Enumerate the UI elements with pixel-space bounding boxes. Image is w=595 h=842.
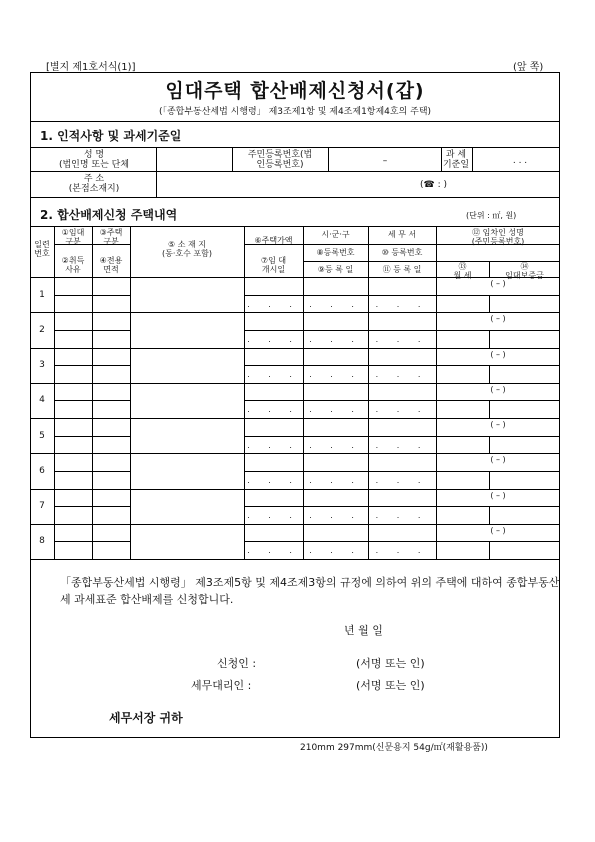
col-taxoffice-regno-header: ⑩ 등록번호 (381, 248, 423, 257)
row-number: 8 (39, 536, 45, 547)
rule (54, 400, 130, 401)
lease-start-dots[interactable]: . . . (247, 511, 300, 521)
col-acquire-reason-header: ②취득 사유 (61, 256, 85, 274)
rule (30, 559, 560, 560)
lease-start-dots[interactable]: . . . (247, 475, 300, 485)
rule (244, 471, 560, 472)
col-lease-type-header: ①임대 구분 (61, 228, 85, 246)
rule (30, 197, 560, 198)
sigungu-date-dots[interactable]: . . . (309, 299, 362, 309)
rule (30, 147, 560, 148)
lease-start-dots[interactable]: . . . (247, 334, 300, 344)
taxoffice-date-dots[interactable]: . . . (375, 475, 429, 485)
col-deposit-header: ⑭ 임대보증금 (505, 262, 544, 280)
page-subtitle: (「종합부동산세법 시행령」 제3조제1항 및 제4조제1항제4호의 주택) (158, 107, 432, 117)
phone-field[interactable]: (☎ : ) (420, 180, 447, 190)
form-id: [별지 제1호서식(1)] (46, 62, 136, 73)
lease-start-dots[interactable]: . . . (247, 440, 300, 450)
agent-sign[interactable]: (서명 또는 인) (356, 679, 425, 692)
rule (30, 524, 560, 525)
rule (54, 365, 130, 366)
rule (30, 226, 560, 227)
rule (54, 295, 130, 296)
taxoffice-date-dots[interactable]: . . . (375, 511, 429, 521)
lease-start-dots[interactable]: . . . (247, 546, 300, 556)
row-number: 2 (39, 324, 45, 335)
rule (30, 348, 560, 349)
rule (244, 541, 560, 542)
row-number: 4 (39, 395, 45, 406)
sigungu-date-dots[interactable]: . . . (309, 440, 362, 450)
reg-value[interactable]: – (382, 156, 388, 166)
col-sigungu-header: 시·군·구 (321, 230, 350, 239)
rule (232, 147, 233, 171)
rule (472, 147, 473, 171)
tenant-id-field[interactable]: ( – ) (490, 490, 506, 500)
rule (489, 436, 490, 454)
col-sigungu-regdate-header: ⑨등 록 일 (317, 265, 354, 274)
rule (54, 506, 130, 507)
tenant-id-field[interactable]: ( – ) (490, 525, 506, 535)
rule (244, 506, 560, 507)
row-number: 1 (39, 289, 45, 300)
taxoffice-date-dots[interactable]: . . . (375, 546, 429, 556)
sigungu-date-dots[interactable]: . . . (309, 370, 362, 380)
rule (30, 121, 560, 122)
rule (244, 330, 560, 331)
lease-start-dots[interactable]: . . . (247, 405, 300, 415)
rule (489, 295, 490, 313)
rule (244, 295, 560, 296)
rule (244, 226, 245, 559)
rule (30, 489, 560, 490)
col-lease-start-header: ⑦임 대 개시일 (260, 256, 287, 274)
tenant-id-field[interactable]: ( – ) (490, 279, 506, 288)
taxoffice-date-dots[interactable]: . . . (375, 440, 429, 450)
rule (489, 365, 490, 383)
col-tenant-header: ⑫ 임차인 성명 (주민등록번호) (471, 228, 525, 246)
row-number: 3 (39, 360, 45, 371)
paper-spec: 210mm 297mm(신문용지 54g/㎡(재활용품)) (300, 743, 488, 753)
sigungu-date-dots[interactable]: . . . (309, 334, 362, 344)
tenant-id-field[interactable]: ( – ) (490, 455, 506, 465)
row-number: 6 (39, 465, 45, 476)
unit-label: (단위 : ㎡, 원) (466, 211, 517, 220)
taxoffice-date-dots[interactable]: . . . (375, 334, 429, 344)
tenant-id-field[interactable]: ( – ) (490, 314, 506, 324)
section2-heading: 2. 합산배제신청 주택내역 (40, 208, 178, 222)
row-number: 7 (39, 501, 45, 512)
sigungu-date-dots[interactable]: . . . (309, 405, 362, 415)
sigungu-date-dots[interactable]: . . . (309, 546, 362, 556)
rule (303, 226, 304, 559)
rule (244, 365, 560, 366)
rule (368, 226, 369, 559)
tenant-id-field[interactable]: ( – ) (490, 349, 506, 359)
taxoffice-date-dots[interactable]: . . . (375, 370, 429, 380)
col-area-header: ④전용 면적 (99, 256, 123, 274)
addressee: 세무서장 귀하 (109, 711, 183, 725)
applicant-label: 신청인 : (217, 657, 257, 670)
rule (92, 226, 93, 559)
rule (489, 471, 490, 489)
rule (328, 147, 329, 171)
col-location-header: ⑤ 소 재 지 (동·호수 포함) (162, 240, 212, 258)
rule (54, 541, 130, 542)
col-taxoffice-regdate-header: ⑪ 등 록 일 (382, 265, 422, 274)
taxoffice-date-dots[interactable]: . . . (375, 405, 429, 415)
sigungu-date-dots[interactable]: . . . (309, 475, 362, 485)
rule (30, 383, 560, 384)
col-monthly-rent-header: ⑬ 월 세 (453, 262, 472, 280)
rule (54, 436, 130, 437)
taxoffice-date-dots[interactable]: . . . (375, 299, 429, 309)
col-house-value-header: ⑥주택가액 (254, 236, 293, 245)
tenant-id-field[interactable]: ( – ) (490, 420, 506, 429)
rule (489, 330, 490, 348)
tax-date-label: 과 세 기준일 (442, 150, 470, 170)
applicant-sign[interactable]: (서명 또는 인) (356, 657, 425, 670)
address-label: 주 소 (본점소재지) (68, 174, 120, 194)
rule (489, 506, 490, 524)
tenant-id-field[interactable]: ( – ) (490, 384, 506, 394)
rule (30, 418, 560, 419)
col-sigungu-regno-header: ⑧등록번호 (316, 248, 355, 257)
rule (30, 312, 560, 313)
section1-heading: 1. 인적사항 및 과세기준일 (40, 129, 182, 143)
page-title: 임대주택 합산배제신청서(갑) (165, 80, 425, 102)
col-taxoffice-header: 세 무 서 (387, 230, 417, 239)
lease-start-dots[interactable]: . . . (247, 370, 300, 380)
col-serial-header: 일련 번호 (34, 240, 50, 258)
rule (30, 453, 560, 454)
rule (30, 171, 560, 172)
rule (244, 436, 560, 437)
rule (489, 400, 490, 418)
rule (156, 147, 157, 197)
name-label: 성 명 (법인명 또는 단체 (58, 150, 130, 170)
rule (244, 400, 560, 401)
rule (54, 471, 130, 472)
page-side: (앞 쪽) (513, 62, 544, 73)
col-house-type-header: ③주택 구분 (99, 228, 123, 246)
lease-start-dots[interactable]: . . . (247, 299, 300, 309)
tax-date-value[interactable]: . . . (512, 156, 528, 166)
agent-label: 세무대리인 : (191, 679, 252, 692)
reg-label: 주민등록번호(법 인등록번호) (247, 150, 313, 170)
sigungu-date-dots[interactable]: . . . (309, 511, 362, 521)
rule (303, 261, 436, 262)
rule (489, 541, 490, 559)
date-line[interactable]: 년 월 일 (344, 624, 383, 637)
rule (54, 330, 130, 331)
row-number: 5 (39, 430, 45, 441)
rule (130, 226, 131, 559)
declaration-text: 「종합부동산세법 시행령」 제3조제5항 및 제4조제3항의 규정에 의하여 위의 주택에 대하여 종합부동산세 과세표준 합산배제를 신청합니다. (60, 576, 560, 606)
rule (54, 226, 55, 559)
